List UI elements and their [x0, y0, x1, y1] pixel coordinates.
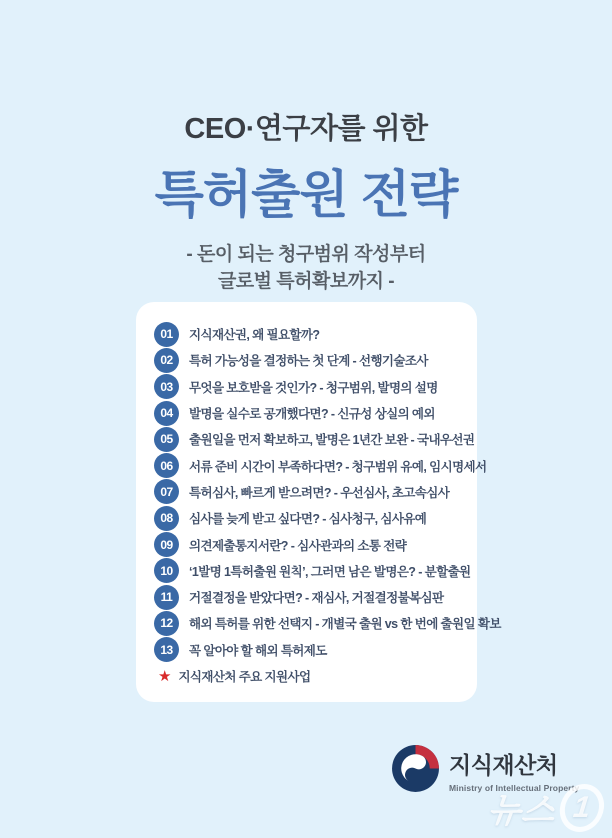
toc-item	[154, 400, 477, 426]
toc-item-label: 특허 가능성을 결정하는 첫 단계 - 선행기술조사	[189, 354, 428, 369]
subtitle-line-1: - 돈이 되는 청구범위 작성부터	[186, 244, 426, 265]
number-badge: 01	[154, 322, 179, 347]
toc-item	[154, 637, 477, 663]
subtitle-line-2: 글로벌 특허확보까지 -	[217, 271, 395, 292]
number-badge: 02	[154, 348, 179, 373]
toc-item-label: ‘1발명 1특허출원 원칙’, 그러면 남은 발명은? - 분할출원	[189, 564, 471, 579]
toc-item-label: 발명을 실수로 공개했다면? - 신규성 상실의 예외	[189, 407, 435, 422]
toc-highlight-label: 지식재산처 주요 지원사업	[178, 670, 311, 684]
number-badge: 07	[154, 479, 179, 504]
toc-item	[154, 347, 477, 373]
toc-item-label: 출원일을 먼저 확보하고, 발명은 1년간 보완 - 국내우선권	[189, 433, 475, 448]
toc-item	[154, 558, 477, 584]
toc-card	[136, 302, 501, 702]
news1-watermark	[486, 783, 607, 832]
toc-item-label: 해외 특허를 위한 선택지 - 개별국 출원 vs 한 번에 출원일 확보	[189, 617, 501, 632]
toc-item	[154, 452, 487, 478]
org-name-en: Ministry of Intellectual Property	[449, 783, 580, 793]
taegeuk-emblem-icon	[390, 743, 441, 794]
toc-item	[154, 479, 477, 505]
toc-item	[154, 505, 477, 531]
toc-item-label: 서류 준비 시간이 부족하다면? - 청구범위 유예, 임시명세서	[189, 459, 487, 474]
number-badge: 12	[154, 611, 179, 636]
toc-item	[154, 610, 501, 636]
toc-highlight-item	[154, 663, 477, 689]
toc-item-label: 특허심사, 빠르게 받으려면? - 우선심사, 초고속심사	[189, 485, 450, 500]
toc-item-label: 지식재산권, 왜 필요할까?	[189, 328, 320, 343]
toc-item	[154, 584, 477, 610]
watermark-text: 뉴스	[485, 792, 558, 830]
toc-item-label: 무엇을 보호받을 것인가? - 청구범위, 발명의 설명	[189, 380, 438, 395]
toc-item-label: 심사를 늦게 받고 싶다면? - 심사청구, 심사유예	[189, 512, 427, 527]
toc-item	[154, 426, 477, 452]
number-badge: 11	[154, 585, 179, 610]
toc-item-label: 의견제출통지서란? - 심사관과의 소통 전략	[189, 538, 407, 553]
toc-item-label: 거절결정을 받았다면? - 재심사, 거절결정불복심판	[189, 591, 444, 606]
number-badge: 06	[154, 453, 179, 478]
number-badge: 03	[154, 374, 179, 399]
toc-item	[154, 531, 477, 557]
watermark-numeral: 1	[557, 784, 606, 832]
number-badge: 08	[154, 506, 179, 531]
page-title: 특허출원 전략	[154, 166, 458, 223]
toc-item-label: 꼭 알아야 할 해외 특허제도	[189, 643, 327, 658]
number-badge: 13	[154, 637, 179, 662]
header	[0, 106, 612, 295]
eyebrow-title: CEO·연구자를 위한	[184, 113, 428, 145]
number-badge: 04	[154, 401, 179, 426]
org-name: 지식재산처	[449, 752, 558, 778]
star-icon: ★	[158, 667, 172, 685]
number-badge: 10	[154, 558, 179, 583]
number-badge: 05	[154, 427, 179, 452]
toc-item	[154, 374, 477, 400]
number-badge: 09	[154, 532, 179, 557]
subtitle	[0, 241, 612, 295]
toc-item	[154, 321, 477, 347]
